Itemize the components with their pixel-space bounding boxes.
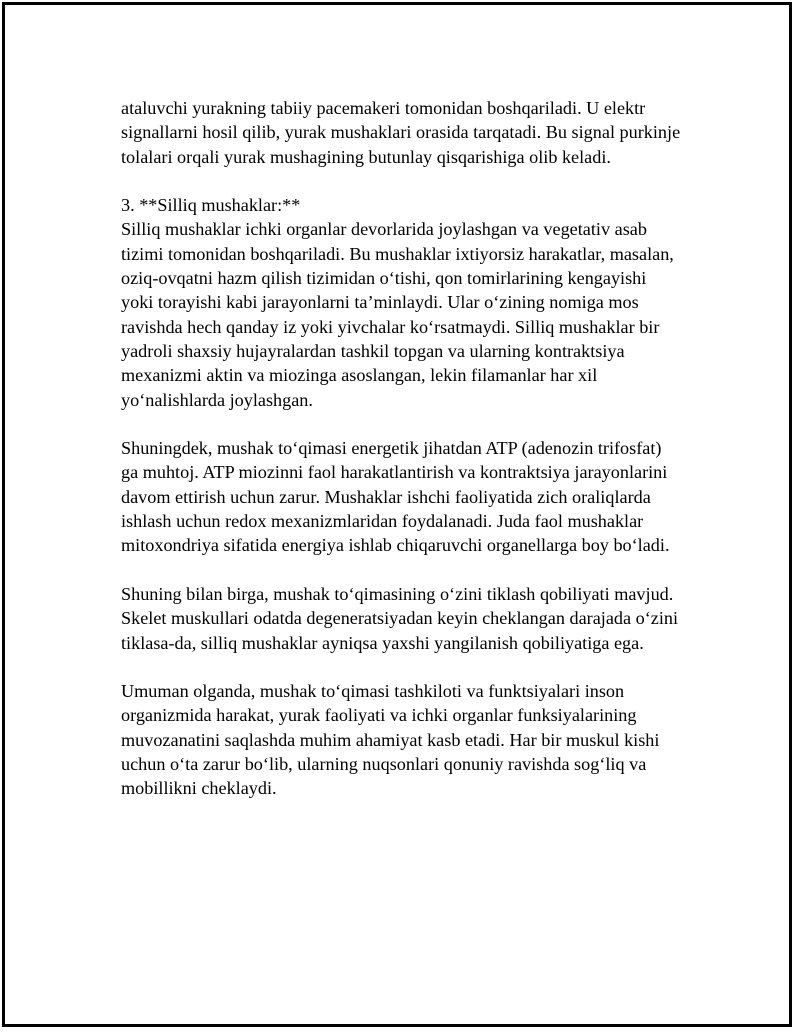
- text-line: mitoxondriya sifatida energiya ishlab chiqaruvchi organellarga boy bo‘ladi.: [121, 535, 670, 556]
- paragraph-gap: [121, 655, 701, 679]
- text-line: ataluvchi yurakning tabiiy pacemakeri tomonidan boshqariladi. U elektr: [121, 98, 646, 118]
- text-line: uchun o‘ta zarur bo‘lib, ularning nuqsonlari qonuniy ravishda sog‘liq va: [121, 754, 647, 775]
- text-line: Umuman olganda, mushak to‘qimasi tashkiloti va funktsiyalari inson: [121, 681, 625, 702]
- text-line: ishlash uchun redox mexanizmlaridan foydalanadi. Juda faol mushaklar: [121, 511, 644, 532]
- text-line: davom ettirish uchun zarur. Mushaklar ishchi faoliyatida zich oraliqlarda: [121, 486, 651, 507]
- text-line: oziq-ovqatni hazm qilish tizimidan o‘tishi, qon tomirlarining kengayishi: [121, 268, 647, 289]
- text-line: yoki torayishi kabi jarayonlarni ta’minlaydi. Ular o‘zining nomiga mos: [121, 292, 639, 313]
- paragraph-gap: [121, 169, 701, 193]
- document-body: [121, 96, 701, 801]
- text-line: tizimi tomonidan boshqariladi. Bu mushaklar ixtiyorsiz harakatlar, masalan,: [121, 243, 674, 264]
- text-line: ga muhtoj. ATP miozinni faol harakatlantirish va kontraktsiya jarayonlarini: [121, 462, 668, 483]
- paragraph: [121, 193, 701, 412]
- text-line: mexanizmi aktin va miozinga asoslangan, lekin filamanlar har xil: [121, 365, 598, 386]
- text-line: signallarni hosil qilib, yurak mushaklari orasida tarqatadi. Bu signal purkinje: [121, 122, 681, 143]
- text-line: yo‘nalishlarda joylashgan.: [121, 389, 313, 410]
- section-heading: 3. **Silliq mushaklar:**: [121, 195, 301, 216]
- text-line: Skelet muskullari odatda degeneratsiyadan keyin cheklangan darajada o‘zini: [121, 608, 679, 629]
- paragraph-gap: [121, 558, 701, 582]
- paragraph-gap: [121, 412, 701, 436]
- paragraph: [121, 96, 701, 169]
- document-page: [2, 2, 792, 1027]
- paragraph: [121, 582, 701, 655]
- text-line: Shuning bilan birga, mushak to‘qimasining o‘zini tiklash qobiliyati mavjud.: [121, 583, 674, 604]
- text-line: Shuningdek, mushak to‘qimasi energetik jihatdan ATP (adenozin trifosfat): [121, 438, 662, 459]
- text-line: organizmida harakat, yurak faoliyati va ichki organlar funksiyalarining: [121, 705, 637, 726]
- text-line: tiklasa-da, silliq mushaklar ayniqsa yaxshi yangilanish qobiliyatiga ega.: [121, 632, 644, 653]
- text-line: yadroli shaxsiy hujayralardan tashkil topgan va ularning kontraktsiya: [121, 340, 625, 361]
- paragraph: [121, 679, 701, 800]
- text-line: mobillikni cheklaydi.: [121, 778, 277, 799]
- text-line: tolalari orqali yurak mushagining butunlay qisqarishiga olib keladi.: [121, 146, 611, 167]
- paragraph: [121, 436, 701, 557]
- text-line: Silliq mushaklar ichki organlar devorlarida joylashgan va vegetativ asab: [121, 219, 647, 240]
- text-line: muvozanatini saqlashda muhim ahamiyat kasb etadi. Har bir muskul kishi: [121, 729, 660, 750]
- text-line: ravishda hech qanday iz yoki yivchalar ko‘rsatmaydi. Silliq mushaklar bir: [121, 316, 660, 337]
